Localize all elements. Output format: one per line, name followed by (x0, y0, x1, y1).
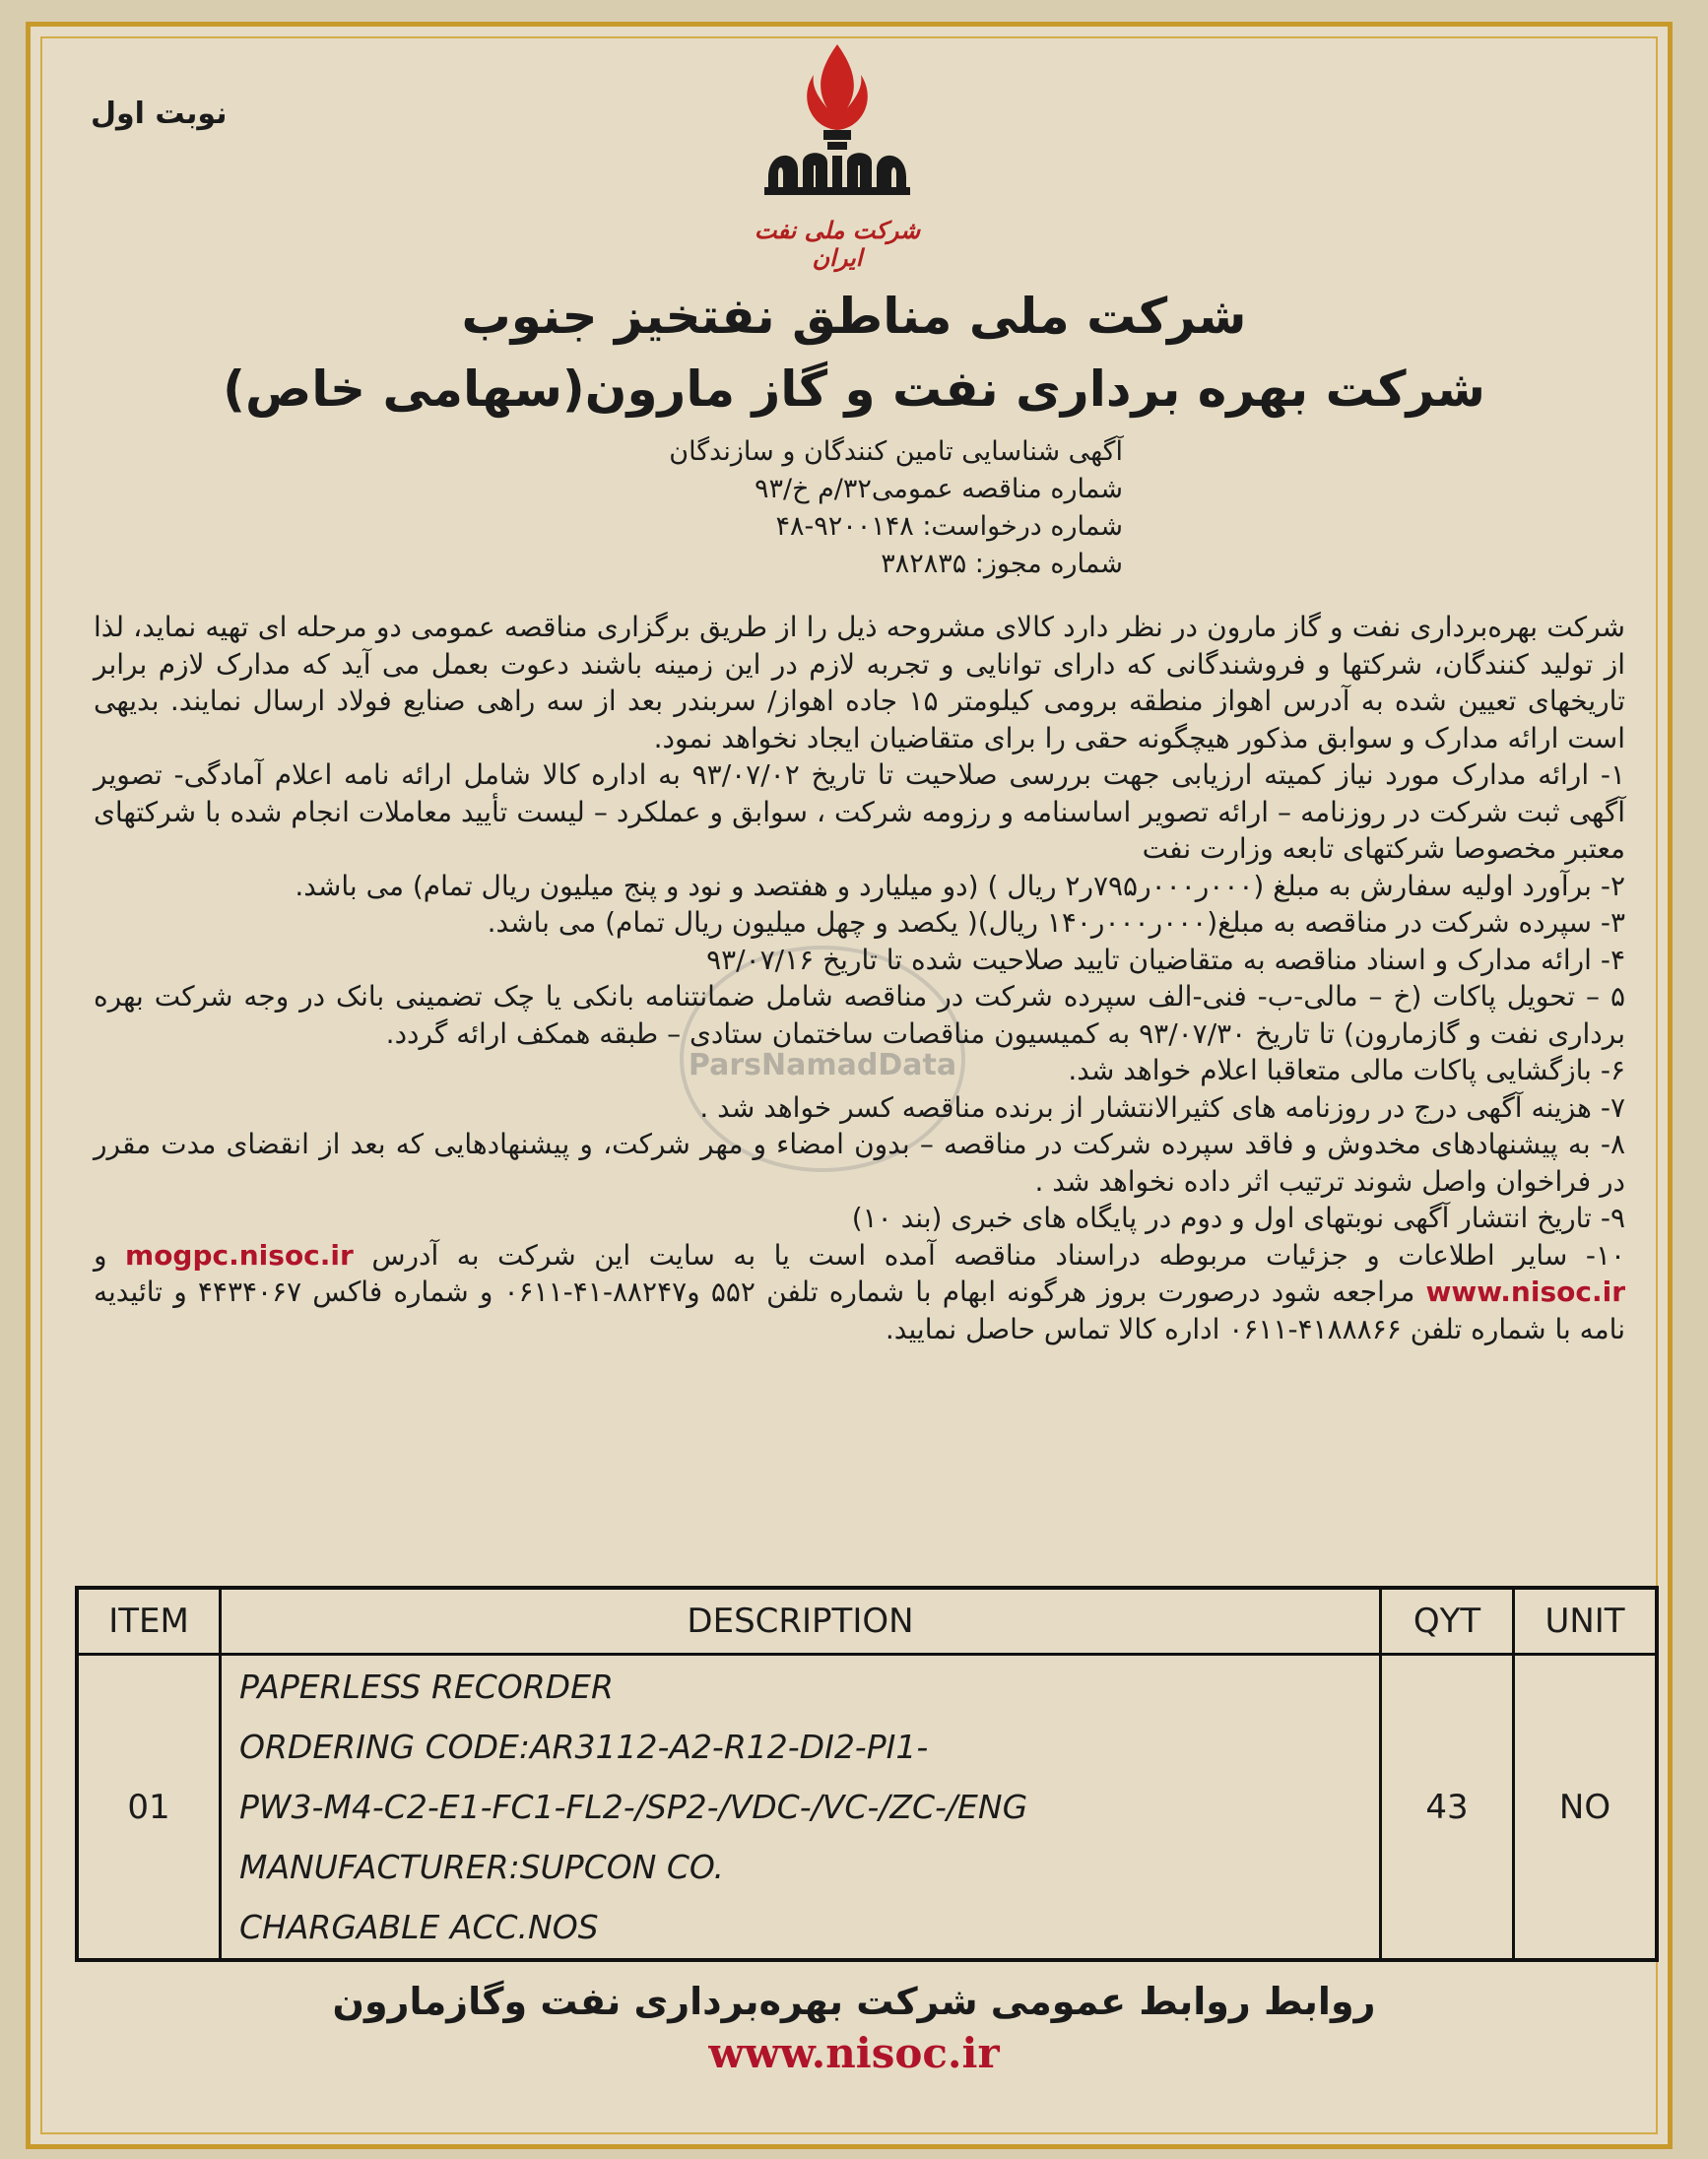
items-table (75, 1586, 1659, 1962)
header-unit: UNIT (1514, 1588, 1658, 1655)
item-unit: NO (1514, 1655, 1658, 1961)
description-line: PAPERLESS RECORDER (239, 1668, 614, 1706)
item-description (221, 1655, 1381, 1961)
website-link-mogpc[interactable]: mogpc.nisoc.ir (125, 1238, 354, 1272)
company-title: شرکت ملی مناطق نفتخیز جنوب (461, 288, 1247, 345)
notice-body (94, 609, 1625, 1347)
description-line: CHARGABLE ACC.NOS (239, 1908, 599, 1946)
footer-website-link[interactable]: www.nisoc.ir (708, 2029, 1000, 2077)
table-row (77, 1655, 1657, 1961)
footer-publisher: روابط روابط عمومی شرکت بهره‌برداری نفت وگازمارون (332, 1980, 1376, 2023)
watermark-stamp: ParsNamadData (680, 946, 965, 1172)
clause-2: ۲- برآورد اولیه سفارش به مبلغ (۰۰۰ر۰۰۰ر۷۹۵ر۲ ریال ) (دو میلیارد و هفتصد و نود و پنج میلیون ریال تمام) می باشد. (295, 869, 1625, 902)
nioc-logo (729, 39, 946, 272)
clause-1: ۱- ارائه مدارک مورد نیاز کمیته ارزیابی جهت بررسی صلاحیت تا تاریخ ۹۳/۰۷/۰۲ به اداره کالا شامل ارائه نامه اعلام آمادگی- تصویر آگهی ثبت شرکت در روزنامه – ارائه تصویر اساسنامه و رزومه شرکت ، سوابق و عملکرد – لیست تأیید معاملات انجام شده با شرکتهای معتبر مخصوصا شرکتهای تابعه وزارت نفت (94, 758, 1625, 865)
clause-10-contact: مراجعه شود درصورت بروز هرگونه ابهام با شماره تلفن ۵۵۲ و۸۸۲۴۷-۴۱-۰۶۱۱ و شماره فاکس ۴۴۳۴۰۶۷ و تائیدیه نامه با شماره تلفن ۴۱۸۸۸۶۶-۰۶۱۱ اداره کالا تماس حاصل نمایید. (94, 1276, 1625, 1345)
description-line: ORDERING CODE:AR3112-A2-R12-DI2-PI1- (239, 1728, 929, 1766)
table-header-row (77, 1588, 1657, 1655)
intro-paragraph: شرکت بهره‌برداری نفت و گاز مارون در نظر دارد کالای مشروحه ذیل را از طریق برگزاری مناقصه عمومی دو مرحله ای تهیه نماید، لذا از تولید کنندگان، شرکتها و فروشندگانی که دارای توانایی و تجربه لازم در این زمینه باشند دعوت بعمل می آید که مدارک لازم برابر تاریخهای تعیین شده به آدرس اهواز منطقه برومی کیلومتر ۱۵ جاده اهواز/ سربندر بعد از سه راهی صنایع فولاد ارسال نمایند. بدیهی است ارائه مدارک و سوابق مذکور هیچگونه حقی را برای متقاضیان ایجاد نخواهد نمود. (94, 611, 1625, 754)
description-line: MANUFACTURER:SUPCON CO. (239, 1848, 725, 1886)
permit-number: شماره مجوز: ۳۸۲۸۳۵ (881, 549, 1123, 579)
issue-label: نوبت اول (91, 97, 228, 131)
flame-emblem-icon (729, 39, 946, 217)
header-item: ITEM (77, 1588, 221, 1655)
clause-5: ۵ – تحویل پاکات (خ – مالی-ب- فنی-الف سپرده شرکت در مناقصه شامل ضمانتنامه بانکی یا چک تضمینی بانک در وجه شرکت بهره برداری نفت و گازمارون) تا تاریخ ۹۳/۰۷/۳۰ به کمیسیون مناقصات ساختمان ستادی – طبقه همکف ارائه گردد. (94, 980, 1625, 1050)
tender-info (591, 433, 1123, 583)
tender-number: شماره مناقصه عمومی۳۲/م خ/۹۳ (754, 474, 1123, 504)
description-line: PW3-M4-C2-E1-FC1-FL2-/SP2-/VDC-/VC-/ZC-/ENG (239, 1788, 1028, 1826)
subsidiary-title: شرکت بهره برداری نفت و گاز مارون(سهامی خاص) (223, 360, 1485, 418)
clause-7: ۷- هزینه آگهی درج در روزنامه های کثیرالانتشار از برنده مناقصه کسر خواهد شد . (699, 1090, 1625, 1124)
clause-9: ۹- تاریخ انتشار آگهی نوبتهای اول و دوم در پایگاه های خبری (بند ۱۰) (851, 1202, 1625, 1234)
request-number: شماره درخواست: ۹۲۰۰۱۴۸-۴۸ (775, 511, 1123, 542)
and-word: و (94, 1238, 107, 1272)
clause-10 (94, 1237, 1625, 1348)
clause-6: ۶- بازگشایی پاکات مالی متعاقبا اعلام خواهد شد. (1068, 1054, 1625, 1086)
clause-8: ۸- به پیشنهادهای مخدوش و فاقد سپرده شرکت در مناقصه – بدون امضاء و مهر شرکت، و پیشنهادهایی که بعد از انقضای مدت مقرر در فراخوان واصل شوند ترتیب اثر داده نخواهد شد . (94, 1128, 1625, 1198)
clause-4: ۴- ارائه مدارک و اسناد مناقصه به متقاضیان تایید صلاحیت شده تا تاریخ ۹۳/۰۷/۱۶ (706, 943, 1625, 976)
item-number: 01 (77, 1655, 221, 1961)
item-quantity: 43 (1381, 1655, 1514, 1961)
website-link-nisoc[interactable]: www.nisoc.ir (1425, 1276, 1626, 1308)
header-qty: QYT (1381, 1588, 1514, 1655)
clause-3: ۳- سپرده شرکت در مناقصه به مبلغ(۰۰۰ر۰۰۰ر۱۴۰ ریال)( یکصد و چهل میلیون ریال تمام) می باشد. (487, 906, 1625, 939)
clause-10-intro: ۱۰- سایر اطلاعات و جزئیات مربوطه دراسناد مناقصه آمده است یا به سایت این شرکت به آدرس (371, 1238, 1626, 1272)
tender-info-line: آگهی شناسایی تامین کنندگان و سازندگان (669, 436, 1123, 467)
header-description: DESCRIPTION (221, 1588, 1381, 1655)
logo-caption: شرکت ملی نفت ایران (754, 217, 921, 272)
